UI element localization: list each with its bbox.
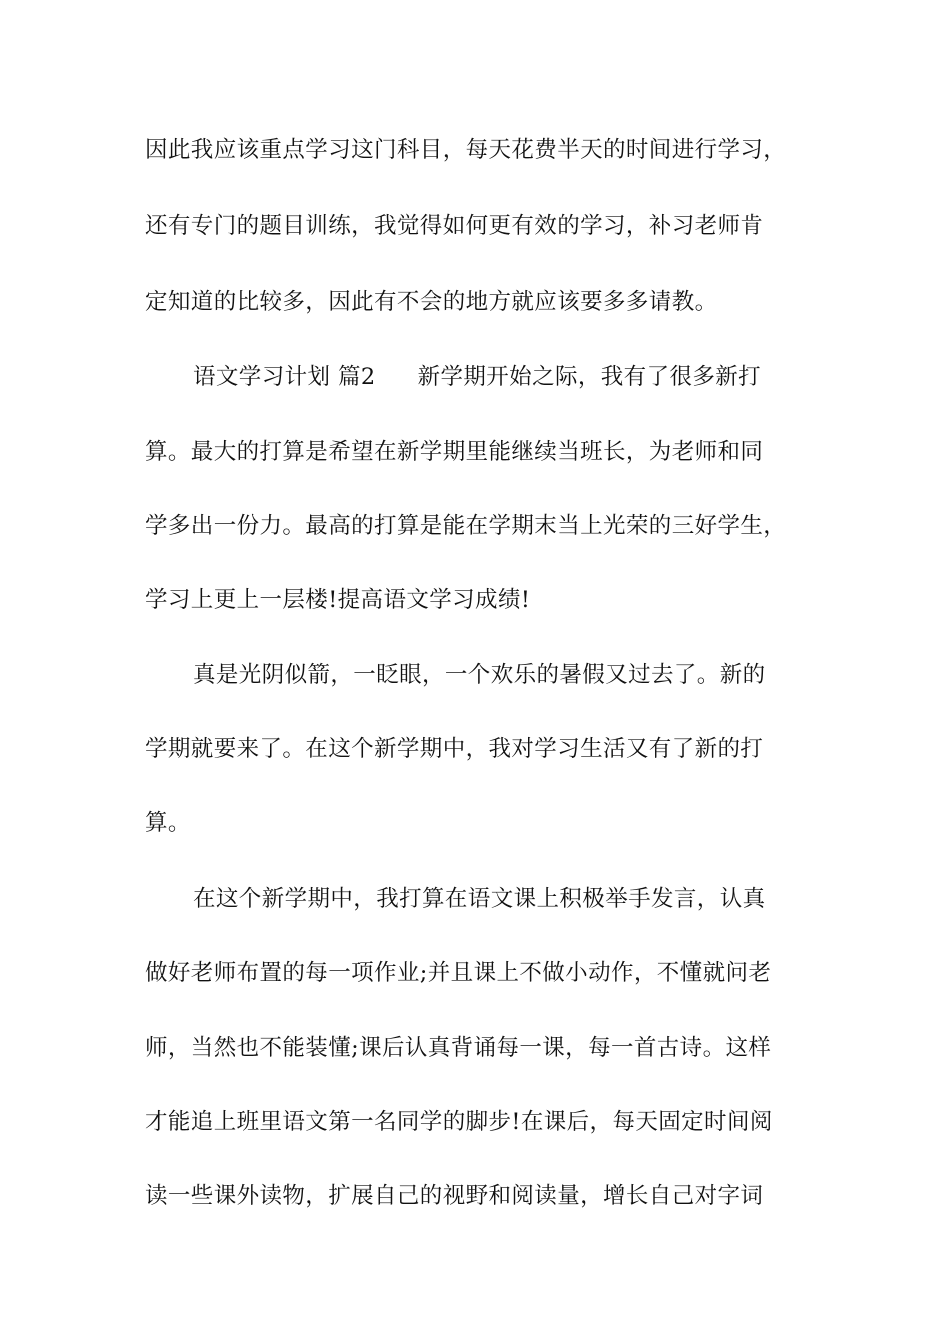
text-line: 学习上更上一层楼!提高语文学习成绩! xyxy=(145,587,531,613)
text-line: 学多出一份力。最高的打算是能在学期末当上光荣的三好学生， xyxy=(145,513,787,539)
text-line: 因此我应该重点学习这门科目，每天花费半天的时间进行学习， xyxy=(145,137,787,163)
section-heading: 语文学习计划 篇2 xyxy=(193,364,376,390)
text-line: 做好老师布置的每一项作业;并且课上不做小动作，不懂就问老 xyxy=(145,960,772,986)
section-heading-line xyxy=(193,357,893,397)
text-line: 算。最大的打算是希望在新学期里能继续当班长，为老师和同 xyxy=(145,439,764,465)
text-line: 还有专门的题目训练，我觉得如何更有效的学习，补习老师肯 xyxy=(145,213,764,239)
text-line: 在这个新学期中，我打算在语文课上积极举手发言，认真 xyxy=(193,886,766,912)
text-line: 才能追上班里语文第一名同学的脚步!在课后，每天固定时间阅 xyxy=(145,1109,773,1135)
text-line: 新学期开始之际，我有了很多新打 xyxy=(417,364,762,390)
text-line: 定知道的比较多，因此有不会的地方就应该要多多请教。 xyxy=(145,289,718,315)
text-line: 读一些课外读物，扩展自己的视野和阅读量，增长自己对字词 xyxy=(145,1183,764,1209)
text-line: 算。 xyxy=(145,810,191,836)
text-line: 学期就要来了。在这个新学期中，我对学习生活又有了新的打 xyxy=(145,736,764,762)
text-line: 师，当然也不能装懂;课后认真背诵每一课，每一首古诗。这样 xyxy=(145,1035,772,1061)
text-line: 真是光阴似箭，一眨眼，一个欢乐的暑假又过去了。新的 xyxy=(193,662,766,688)
